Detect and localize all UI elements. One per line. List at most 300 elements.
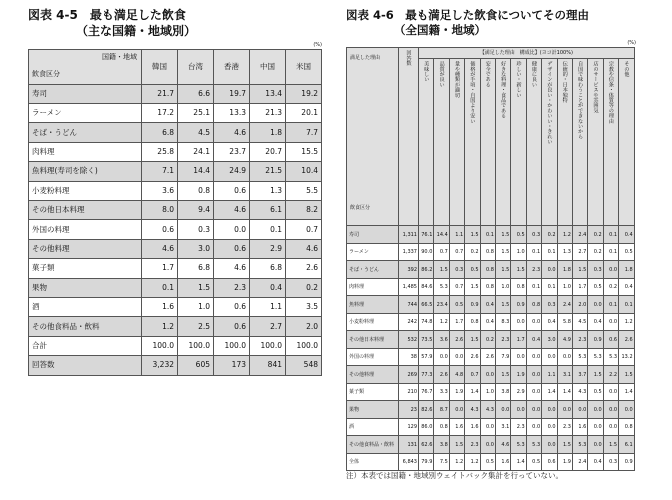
table-cell: 1.5 bbox=[572, 261, 587, 279]
table-cell: 10.4 bbox=[286, 162, 322, 181]
table-cell: 8.0 bbox=[142, 201, 178, 220]
table-cell: 0.0 bbox=[588, 401, 603, 419]
table-cell: 2.7 bbox=[572, 243, 587, 261]
table-cell: 0.0 bbox=[214, 220, 250, 239]
table-cell: 1.7 bbox=[449, 313, 464, 331]
table-cell: 8.2 bbox=[286, 201, 322, 220]
table-cell: 0.7 bbox=[286, 220, 322, 239]
table-row bbox=[347, 436, 635, 454]
table-cell: 0.8 bbox=[465, 313, 480, 331]
table-4-5-body bbox=[29, 84, 322, 375]
row-label: 魚料理 bbox=[347, 296, 399, 314]
table-cell: 1.7 bbox=[142, 259, 178, 278]
table-cell: 5.3 bbox=[603, 348, 618, 366]
table-cell: 0.3 bbox=[449, 261, 464, 279]
table-cell: 0.0 bbox=[434, 348, 449, 366]
table-cell: 6.1 bbox=[250, 201, 286, 220]
table-cell: 3.6 bbox=[142, 181, 178, 200]
table-row bbox=[29, 239, 322, 258]
reason-header-10: 伝統的・日本独特 bbox=[557, 59, 572, 226]
table-cell: 1.0 bbox=[557, 278, 572, 296]
row-label: その他日本料理 bbox=[29, 201, 142, 220]
table-4-5-unit: (%) bbox=[313, 41, 322, 48]
table-cell: 5.8 bbox=[557, 313, 572, 331]
table-cell: 0.0 bbox=[542, 348, 557, 366]
table-cell: 0.4 bbox=[619, 226, 635, 244]
reason-header-5: 安全である bbox=[480, 59, 495, 226]
table-row bbox=[29, 123, 322, 142]
table-cell: 21.5 bbox=[250, 162, 286, 181]
table-cell: 4.9 bbox=[557, 331, 572, 349]
table-cell: 2.6 bbox=[286, 259, 322, 278]
table-cell: 0.4 bbox=[588, 313, 603, 331]
table-cell: 21.7 bbox=[142, 84, 178, 103]
table-cell: 2.7 bbox=[250, 317, 286, 336]
table-row bbox=[29, 201, 322, 220]
table-cell: 0.6 bbox=[214, 181, 250, 200]
table-cell: 0.8 bbox=[480, 261, 495, 279]
table-cell: 0.0 bbox=[511, 313, 526, 331]
respondents-cell: 129 bbox=[399, 418, 419, 436]
table-cell: 90.0 bbox=[419, 243, 434, 261]
table-cell: 6.8 bbox=[178, 259, 214, 278]
table-cell: 66.5 bbox=[419, 296, 434, 314]
table-cell: 1.4 bbox=[511, 453, 526, 471]
table-cell: 1.7 bbox=[511, 331, 526, 349]
table-cell: 1.9 bbox=[449, 383, 464, 401]
table-row bbox=[347, 331, 635, 349]
table-cell: 1.6 bbox=[449, 418, 464, 436]
table-cell: 1.0 bbox=[480, 383, 495, 401]
table-cell: 548 bbox=[286, 356, 322, 375]
column-header-china: 中国 bbox=[250, 49, 286, 84]
table-cell: 1.1 bbox=[542, 366, 557, 384]
reason-header-2: 品質が良い bbox=[434, 59, 449, 226]
table-cell: 4.6 bbox=[214, 201, 250, 220]
respondents-cell: 38 bbox=[399, 348, 419, 366]
table-cell: 1.5 bbox=[495, 296, 510, 314]
table-cell: 2.6 bbox=[449, 331, 464, 349]
table-cell: 0.5 bbox=[588, 383, 603, 401]
reason-header-4: 価格が手頃・自国より安い bbox=[465, 59, 480, 226]
table-row bbox=[347, 418, 635, 436]
table-cell: 0.4 bbox=[250, 278, 286, 297]
table-cell: 1.3 bbox=[250, 181, 286, 200]
respondents-cell: 242 bbox=[399, 313, 419, 331]
table-cell: 0.7 bbox=[434, 243, 449, 261]
table-cell: 3.0 bbox=[178, 239, 214, 258]
table-cell: 1.4 bbox=[619, 383, 635, 401]
table-cell: 1.1 bbox=[449, 226, 464, 244]
table-cell: 0.0 bbox=[542, 401, 557, 419]
table-cell: 3.8 bbox=[495, 383, 510, 401]
table-4-6 bbox=[346, 47, 635, 471]
table-cell: 2.6 bbox=[619, 331, 635, 349]
table-cell: 0.0 bbox=[449, 348, 464, 366]
row-label: 合計 bbox=[29, 336, 142, 355]
table-cell: 0.5 bbox=[465, 261, 480, 279]
table-cell: 5.3 bbox=[572, 348, 587, 366]
table-cell: 0.1 bbox=[542, 278, 557, 296]
table-cell: 0.3 bbox=[178, 220, 214, 239]
table-cell: 3,232 bbox=[142, 356, 178, 375]
table-cell: 8.3 bbox=[495, 313, 510, 331]
table-cell: 13.4 bbox=[250, 84, 286, 103]
table-cell: 0.0 bbox=[542, 418, 557, 436]
table-cell: 6.8 bbox=[142, 123, 178, 142]
table-cell: 3.7 bbox=[572, 366, 587, 384]
row-label: 菓子類 bbox=[347, 383, 399, 401]
table-4-5-title bbox=[28, 8, 322, 40]
table-4-5-header-row bbox=[29, 49, 322, 84]
respondents-cell: 210 bbox=[399, 383, 419, 401]
table-cell: 2.3 bbox=[511, 418, 526, 436]
table-cell: 0.2 bbox=[465, 243, 480, 261]
table-cell: 1.2 bbox=[449, 453, 464, 471]
table-cell: 6.8 bbox=[250, 259, 286, 278]
table-cell: 0.4 bbox=[480, 296, 495, 314]
table-cell: 14.4 bbox=[434, 226, 449, 244]
table-cell: 2.2 bbox=[603, 366, 618, 384]
table-cell: 19.2 bbox=[286, 84, 322, 103]
column-header-usa: 米国 bbox=[286, 49, 322, 84]
respondents-cell: 1,337 bbox=[399, 243, 419, 261]
table-cell: 1.5 bbox=[465, 226, 480, 244]
table-cell: 2.6 bbox=[465, 348, 480, 366]
table-cell: 1.5 bbox=[588, 366, 603, 384]
table-cell: 1.5 bbox=[603, 436, 618, 454]
table-cell: 1.5 bbox=[465, 278, 480, 296]
table-cell: 14.4 bbox=[178, 162, 214, 181]
respondents-row bbox=[29, 356, 322, 375]
table-cell: 25.1 bbox=[178, 104, 214, 123]
table-cell: 2.9 bbox=[511, 383, 526, 401]
table-cell: 7.7 bbox=[286, 123, 322, 142]
table-row bbox=[29, 181, 322, 200]
table-cell: 3.3 bbox=[434, 383, 449, 401]
table-4-6-title-line1: 図表 4-6 最も満足した飲食についてその理由 bbox=[346, 8, 590, 22]
table-cell: 0.8 bbox=[480, 278, 495, 296]
table-cell: 0.6 bbox=[214, 297, 250, 316]
respondents-cell: 744 bbox=[399, 296, 419, 314]
table-cell: 0.3 bbox=[603, 453, 618, 471]
table-cell: 5.3 bbox=[572, 436, 587, 454]
table-cell: 0.0 bbox=[511, 348, 526, 366]
table-cell: 20.7 bbox=[250, 142, 286, 161]
table-cell: 1.7 bbox=[572, 278, 587, 296]
table-cell: 1.2 bbox=[465, 453, 480, 471]
reason-header-3: 量や種類が適切 bbox=[449, 59, 464, 226]
table-cell: 0.0 bbox=[480, 366, 495, 384]
corner-label-food-category-2: 飲食区分 bbox=[350, 205, 371, 212]
table-row bbox=[347, 243, 635, 261]
table-cell: 100.0 bbox=[214, 336, 250, 355]
table-cell: 1.4 bbox=[465, 383, 480, 401]
table-cell: 15.5 bbox=[286, 142, 322, 161]
table-cell: 1.1 bbox=[250, 297, 286, 316]
row-label: そば・うどん bbox=[347, 261, 399, 279]
table-cell: 3.1 bbox=[495, 418, 510, 436]
table-cell: 2.3 bbox=[214, 278, 250, 297]
table-cell: 19.7 bbox=[214, 84, 250, 103]
table-cell: 1.5 bbox=[495, 226, 510, 244]
table-cell: 24.9 bbox=[214, 162, 250, 181]
table-cell: 0.6 bbox=[142, 220, 178, 239]
table-cell: 0.5 bbox=[619, 243, 635, 261]
table-cell: 0.2 bbox=[542, 226, 557, 244]
table-cell: 7.1 bbox=[142, 162, 178, 181]
table-cell: 4.5 bbox=[178, 123, 214, 142]
table-cell: 1.5 bbox=[495, 243, 510, 261]
respondents-cell: 1,485 bbox=[399, 278, 419, 296]
table-cell: 1.2 bbox=[434, 313, 449, 331]
table-cell: 8.7 bbox=[434, 401, 449, 419]
table-cell: 1.2 bbox=[557, 226, 572, 244]
table-cell: 4.3 bbox=[572, 383, 587, 401]
table-row bbox=[29, 104, 322, 123]
corner-label-nationality: 国籍・地域 bbox=[102, 52, 137, 61]
table-4-6-panel bbox=[346, 8, 636, 471]
table-cell: 605 bbox=[178, 356, 214, 375]
table-cell: 100.0 bbox=[178, 336, 214, 355]
reason-header-6: 好きな料理・食品である bbox=[495, 59, 510, 226]
table-cell: 1.6 bbox=[142, 297, 178, 316]
table-cell: 0.6 bbox=[603, 331, 618, 349]
table-cell: 0.1 bbox=[526, 278, 541, 296]
row-label: 魚料理(寿司を除く) bbox=[29, 162, 142, 181]
table-row bbox=[29, 278, 322, 297]
table-cell: 1.2 bbox=[619, 313, 635, 331]
table-cell: 23.7 bbox=[214, 142, 250, 161]
table-row bbox=[347, 366, 635, 384]
table-cell: 0.5 bbox=[511, 226, 526, 244]
table-cell: 0.0 bbox=[542, 436, 557, 454]
table-cell: 0.4 bbox=[480, 313, 495, 331]
table-cell: 1.0 bbox=[511, 243, 526, 261]
table-4-6-body bbox=[347, 226, 635, 471]
table-row bbox=[347, 226, 635, 244]
table-cell: 3.1 bbox=[557, 366, 572, 384]
column-header-hongkong: 香港 bbox=[214, 49, 250, 84]
table-cell: 0.5 bbox=[449, 296, 464, 314]
table-row bbox=[347, 278, 635, 296]
table-cell: 0.8 bbox=[619, 418, 635, 436]
table-cell: 7.9 bbox=[495, 348, 510, 366]
respondents-cell: 269 bbox=[399, 366, 419, 384]
table-cell: 13.3 bbox=[214, 104, 250, 123]
table-4-6-corner-cell bbox=[347, 48, 399, 226]
row-label: その他料理 bbox=[347, 366, 399, 384]
table-cell: 0.9 bbox=[619, 453, 635, 471]
total-row bbox=[29, 336, 322, 355]
reason-header-13: 宗教や信条・体質等の理由 bbox=[603, 59, 618, 226]
table-cell: 0.0 bbox=[526, 313, 541, 331]
table-cell: 77.3 bbox=[419, 366, 434, 384]
table-cell: 100.0 bbox=[286, 336, 322, 355]
table-cell: 2.4 bbox=[557, 296, 572, 314]
table-cell: 2.6 bbox=[434, 366, 449, 384]
row-label: ラーメン bbox=[29, 104, 142, 123]
respondents-cell: 6,843 bbox=[399, 453, 419, 471]
corner-label-reason: 満足した理由 bbox=[350, 55, 381, 62]
table-cell: 2.3 bbox=[495, 331, 510, 349]
table-cell: 4.5 bbox=[572, 313, 587, 331]
table-cell: 0.1 bbox=[480, 226, 495, 244]
table-cell: 0.9 bbox=[465, 296, 480, 314]
table-cell: 0.0 bbox=[511, 401, 526, 419]
reason-header-11: 自国で味わうことができないから bbox=[572, 59, 587, 226]
table-4-6-title-line2: （全国籍・地域） bbox=[394, 23, 486, 38]
row-label: 菓子類 bbox=[29, 259, 142, 278]
table-cell: 62.6 bbox=[419, 436, 434, 454]
table-cell: 0.0 bbox=[495, 401, 510, 419]
respondents-cell: 532 bbox=[399, 331, 419, 349]
table-cell: 0.0 bbox=[449, 401, 464, 419]
table-cell: 1.3 bbox=[557, 243, 572, 261]
table-cell: 1.8 bbox=[619, 261, 635, 279]
reason-header-1: 美味しい bbox=[419, 59, 434, 226]
table-cell: 0.2 bbox=[588, 243, 603, 261]
table-cell: 76.7 bbox=[419, 383, 434, 401]
table-cell: 1.4 bbox=[557, 383, 572, 401]
table-cell: 841 bbox=[250, 356, 286, 375]
table-row bbox=[347, 261, 635, 279]
table-cell: 86.2 bbox=[419, 261, 434, 279]
table-cell: 100.0 bbox=[250, 336, 286, 355]
row-label: 小麦粉料理 bbox=[347, 313, 399, 331]
table-cell: 0.2 bbox=[286, 278, 322, 297]
row-label: 回答数 bbox=[29, 356, 142, 375]
table-cell: 4.6 bbox=[142, 239, 178, 258]
table-cell: 100.0 bbox=[142, 336, 178, 355]
table-cell: 6.6 bbox=[178, 84, 214, 103]
table-cell: 2.9 bbox=[250, 239, 286, 258]
table-cell: 2.3 bbox=[557, 418, 572, 436]
table-cell: 1.5 bbox=[449, 436, 464, 454]
table-cell: 0.0 bbox=[557, 348, 572, 366]
table-cell: 0.8 bbox=[480, 243, 495, 261]
table-cell: 1.8 bbox=[557, 261, 572, 279]
table-cell: 1.5 bbox=[495, 366, 510, 384]
corner-label-food-category: 飲食区分 bbox=[32, 69, 60, 78]
table-cell: 2.0 bbox=[286, 317, 322, 336]
column-header-taiwan: 台湾 bbox=[178, 49, 214, 84]
table-cell: 0.1 bbox=[603, 243, 618, 261]
table-cell: 0.3 bbox=[588, 261, 603, 279]
table-cell: 1.9 bbox=[557, 453, 572, 471]
table-cell: 1.5 bbox=[557, 436, 572, 454]
table-cell: 79.9 bbox=[419, 453, 434, 471]
table-cell: 1.5 bbox=[178, 278, 214, 297]
table-cell: 1.4 bbox=[542, 383, 557, 401]
table-cell: 0.9 bbox=[588, 331, 603, 349]
table-cell: 0.7 bbox=[449, 243, 464, 261]
table-cell: 0.4 bbox=[619, 278, 635, 296]
table-cell: 20.1 bbox=[286, 104, 322, 123]
footnote: 注）本表では国籍・地域別ウェイトバック集計を行っていない。 bbox=[346, 471, 564, 480]
table-4-5-title-line2: （主な国籍・地域別） bbox=[76, 23, 197, 38]
table-cell: 1.5 bbox=[619, 366, 635, 384]
table-cell: 84.6 bbox=[419, 278, 434, 296]
table-row bbox=[29, 220, 322, 239]
reason-group-header: 【満足した理由 構成比】(ヨコ計100%) bbox=[419, 48, 635, 59]
table-4-6-title bbox=[346, 8, 636, 38]
table-cell: 0.0 bbox=[603, 383, 618, 401]
table-cell: 0.2 bbox=[588, 226, 603, 244]
table-row bbox=[347, 401, 635, 419]
table-cell: 5.3 bbox=[588, 348, 603, 366]
table-cell: 1.5 bbox=[434, 261, 449, 279]
respondents-cell: 392 bbox=[399, 261, 419, 279]
table-cell: 1.5 bbox=[511, 261, 526, 279]
table-cell: 0.1 bbox=[250, 220, 286, 239]
table-row bbox=[347, 348, 635, 366]
reason-header-9: デザインが良い・かわいい・きれい bbox=[542, 59, 557, 226]
column-header-korea: 韓国 bbox=[142, 49, 178, 84]
table-cell: 5.3 bbox=[511, 436, 526, 454]
reason-header-8: 健康に良い bbox=[526, 59, 541, 226]
table-row bbox=[347, 296, 635, 314]
table-cell: 0.9 bbox=[511, 296, 526, 314]
table-cell: 0.8 bbox=[434, 418, 449, 436]
table-cell: 4.6 bbox=[286, 239, 322, 258]
table-cell: 0.0 bbox=[480, 436, 495, 454]
table-cell: 2.4 bbox=[572, 453, 587, 471]
table-4-5-panel bbox=[28, 8, 322, 376]
table-cell: 1.5 bbox=[495, 261, 510, 279]
table-row bbox=[347, 383, 635, 401]
respondents-cell: 131 bbox=[399, 436, 419, 454]
reason-header-14: その他 bbox=[619, 59, 635, 226]
table-cell: 0.7 bbox=[465, 366, 480, 384]
row-label: その他食料品・飲料 bbox=[29, 317, 142, 336]
respondents-cell: 1,311 bbox=[399, 226, 419, 244]
table-cell: 24.1 bbox=[178, 142, 214, 161]
table-cell: 0.0 bbox=[588, 436, 603, 454]
row-label: 肉料理 bbox=[29, 142, 142, 161]
table-cell: 1.8 bbox=[250, 123, 286, 142]
table-cell: 86.0 bbox=[419, 418, 434, 436]
table-cell: 0.0 bbox=[526, 401, 541, 419]
table-cell: 0.1 bbox=[542, 243, 557, 261]
table-cell: 0.0 bbox=[588, 418, 603, 436]
table-cell: 3.8 bbox=[434, 436, 449, 454]
table-cell: 1.0 bbox=[178, 297, 214, 316]
table-4-5 bbox=[28, 49, 322, 376]
table-cell: 5.3 bbox=[526, 436, 541, 454]
table-cell: 6.1 bbox=[619, 436, 635, 454]
row-label: 外国の料理 bbox=[347, 348, 399, 366]
table-4-5-title-line1: 図表 4-5 最も満足した飲食 bbox=[28, 8, 186, 22]
table-cell: 4.6 bbox=[214, 123, 250, 142]
table-cell: 0.0 bbox=[603, 313, 618, 331]
table-cell: 0.2 bbox=[480, 331, 495, 349]
table-cell: 3.6 bbox=[434, 331, 449, 349]
row-label: 肉料理 bbox=[347, 278, 399, 296]
table-cell: 0.0 bbox=[603, 418, 618, 436]
table-cell: 1.5 bbox=[465, 331, 480, 349]
reason-header-12: 店のサービスや雰囲気 bbox=[588, 59, 603, 226]
table-cell: 0.1 bbox=[603, 226, 618, 244]
row-label: 寿司 bbox=[29, 84, 142, 103]
table-4-5-corner-cell bbox=[29, 49, 142, 84]
table-cell: 13.2 bbox=[619, 348, 635, 366]
table-cell: 0.0 bbox=[526, 348, 541, 366]
table-4-6-unit: (%) bbox=[627, 40, 636, 47]
table-cell: 1.0 bbox=[495, 278, 510, 296]
table-cell: 173 bbox=[214, 356, 250, 375]
total-row bbox=[347, 453, 635, 471]
